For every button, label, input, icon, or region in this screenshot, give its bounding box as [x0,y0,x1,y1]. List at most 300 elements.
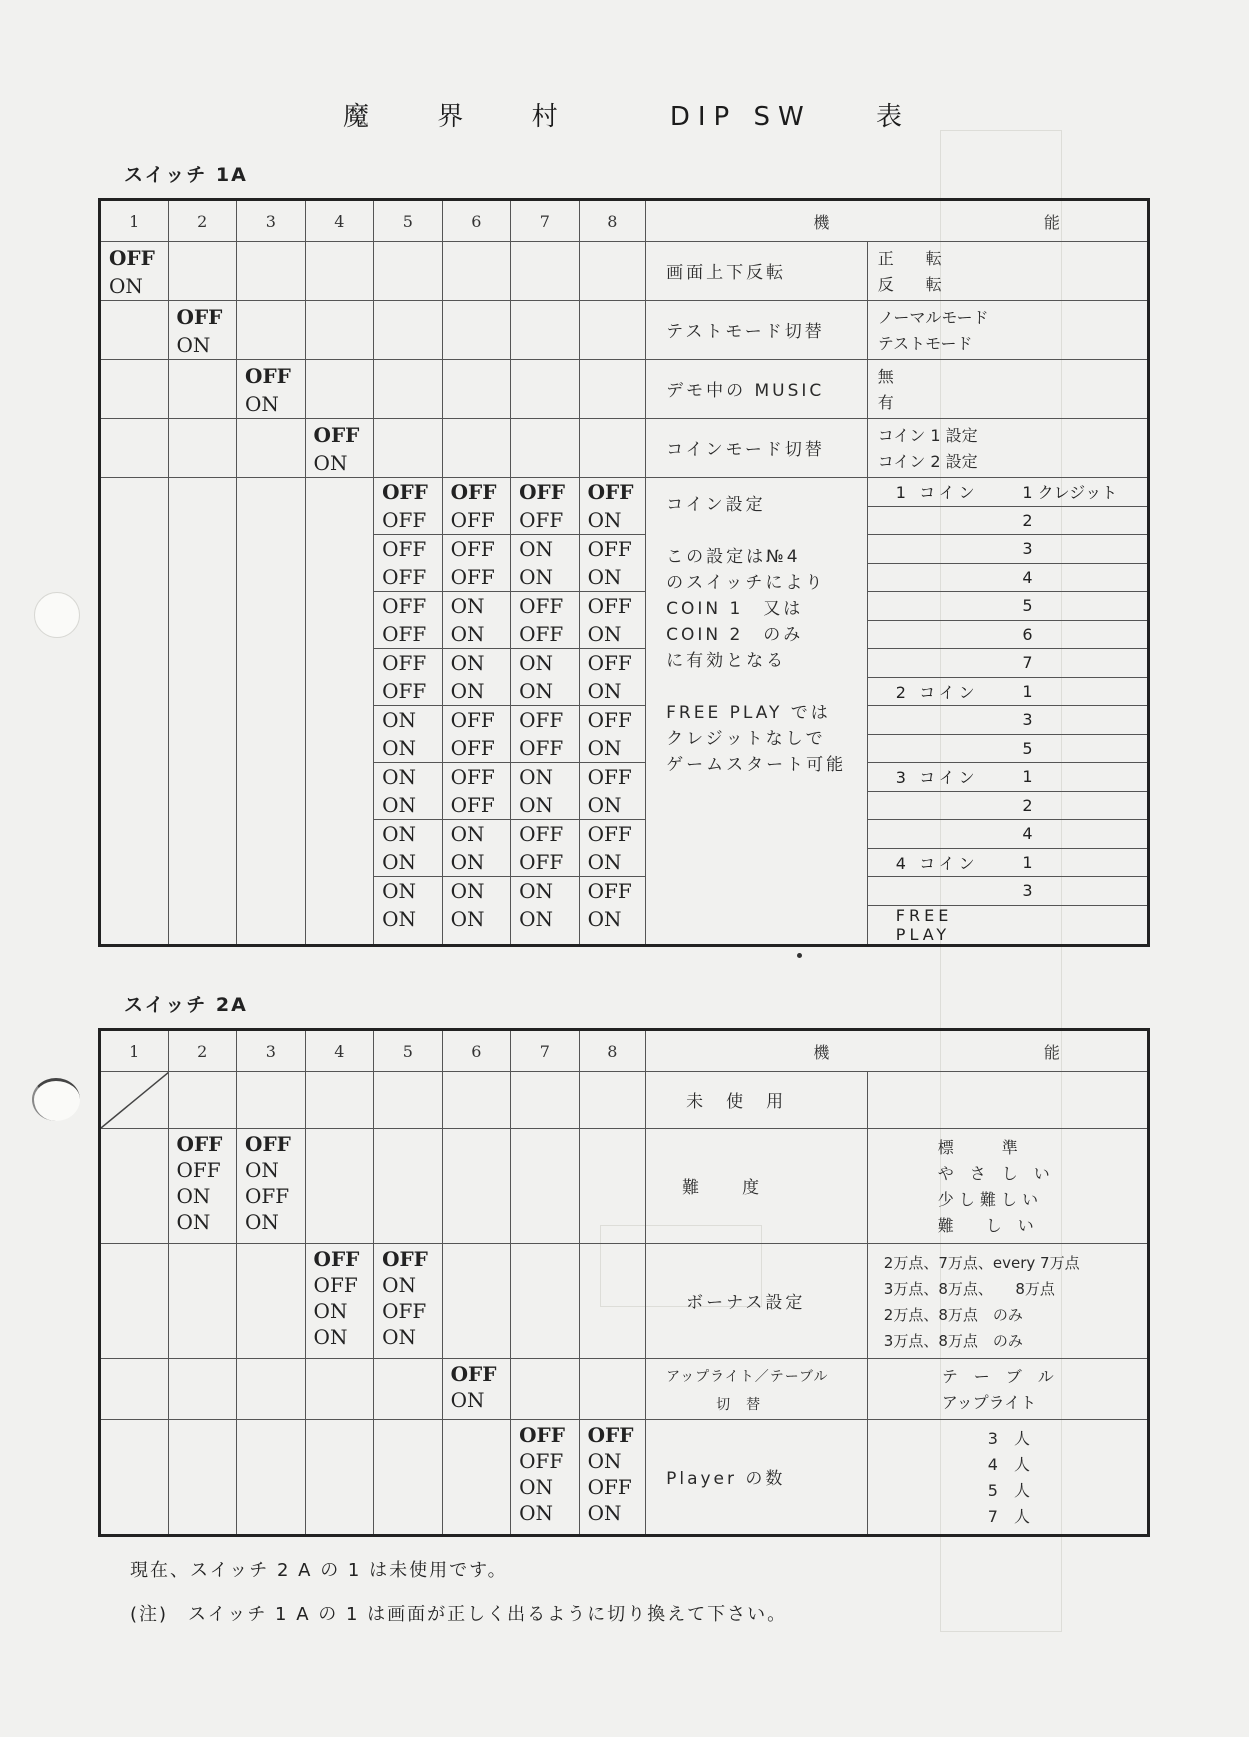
function-label: 画面上下反転 [666,263,787,283]
switch-value: ON [450,822,485,846]
function-label: デモ中の MUSIC [666,381,825,401]
switch-cell [579,905,646,945]
coin-count-cell [867,848,1008,877]
table-row [100,242,1149,301]
empty-cell [100,1359,169,1420]
switch-value: ON [587,508,622,532]
switch-cell [511,563,580,592]
empty-cell [374,242,443,301]
credit-count: 4 [1022,567,1033,587]
switch-cell [511,905,580,945]
switch-cell [374,877,443,906]
setting-value: 2万点、8万点 のみ [883,1306,1023,1324]
setting-value: ノーマルモード [877,308,989,327]
setting-value: 標 準 [937,1138,1018,1157]
setting-value: 3 人 [987,1429,1030,1448]
switch-value: ON [313,1325,348,1349]
function-line: COIN 2 のみ [666,625,804,645]
title-word: DIP SW [669,102,812,132]
switch-value: OFF [382,651,427,675]
empty-cell [442,1072,511,1129]
credit-count: 3 [1022,539,1033,559]
function-line [666,674,867,700]
coin-count-cell [867,763,1008,792]
switch-cell [579,563,646,592]
switch-cell [442,877,511,906]
switch-value: OFF [245,1184,290,1208]
coin-count-cell [867,649,1008,678]
switch-value: ON [313,1299,348,1323]
empty-cell [100,301,169,360]
switch-cell [579,649,646,678]
coin-count-cell [867,620,1008,649]
switch-value: ON [176,1210,211,1234]
empty-cell [579,1129,646,1244]
empty-cell [305,1420,374,1536]
switch-cell [579,848,646,877]
credit-count-cell [1008,535,1148,564]
switch-cell [511,592,580,621]
switch-cell [511,877,580,906]
function-line: FREE PLAY では [666,703,831,723]
empty-cell [442,419,511,478]
switch-value: ON [587,679,622,703]
function-header-left: 機 [813,212,830,232]
col-header: 5 [374,200,443,242]
switch-cell [442,563,511,592]
empty-cell [442,242,511,301]
switch-value: ON [176,1184,211,1208]
switch-cell [579,1420,646,1536]
empty-cell [374,419,443,478]
switch-value: ON [519,879,553,903]
switch-value: OFF [587,480,634,504]
switch-cell [374,763,443,792]
setting-value: 難 し い [937,1216,1034,1235]
credit-count: 5 [1022,738,1033,758]
empty-cell [511,1359,580,1420]
setting-cell [867,1244,1148,1359]
switch-cell [442,677,511,706]
switch-cell [579,734,646,763]
switch-cell [374,649,443,678]
empty-cell [867,1072,1148,1129]
switch-value: OFF [587,537,632,561]
empty-cell [168,1244,237,1359]
switch-cell [442,535,511,564]
page-title [0,96,1249,133]
credit-count: 1 [1022,681,1033,701]
credit-count: 5 [1022,596,1033,616]
col-header: 2 [168,200,237,242]
credit-count: 3 [1022,710,1033,730]
credit-count: 6 [1022,624,1033,644]
switch-value: ON [176,333,211,357]
function-label: テストモード切替 [666,322,825,342]
empty-cell [579,419,646,478]
switch-cell [100,242,169,301]
function-header-right: 能 [1043,212,1060,232]
setting-value: 有 [877,393,894,412]
switch-cell [579,506,646,535]
switch-cell [442,848,511,877]
setting-value: 3万点、8万点 のみ [883,1332,1023,1350]
setting-cell [867,1359,1148,1420]
switch-2a-label: スイッチ 2A [124,994,248,1016]
title-word: 魔 [343,102,374,132]
coin-count-cell [867,535,1008,564]
function-cell [646,360,868,419]
empty-cell [305,478,374,946]
function-cell [646,1129,868,1244]
switch-cell [442,649,511,678]
coin-count-cell [867,563,1008,592]
switch-cell [168,301,237,360]
switch-value: OFF [587,651,632,675]
credit-count: 1 [1022,767,1033,787]
switch-cell [374,535,443,564]
switch-cell [374,677,443,706]
switch-cell [511,706,580,735]
switch-value: ON [245,1210,279,1234]
switch-cell [237,1129,306,1244]
switch-value: OFF [176,305,223,329]
switch-cell [374,848,443,877]
switch-value: ON [519,765,553,789]
empty-cell [168,1072,237,1129]
switch-value: ON [519,651,553,675]
setting-value: 少 し 難 し い [937,1190,1039,1209]
empty-cell [100,1420,169,1536]
coin-count: 3 コイン [895,768,979,788]
switch-value: ON [450,1388,485,1412]
empty-cell [100,1244,169,1359]
switch-cell [374,506,443,535]
switch-value: OFF [519,708,564,732]
empty-cell [579,1359,646,1420]
empty-cell [442,301,511,360]
switch-value: ON [587,1501,622,1525]
empty-cell [442,1129,511,1244]
credit-count-cell [1008,478,1148,507]
empty-cell [511,360,580,419]
function-label: 未 使 用 [686,1092,787,1112]
switch-value: ON [587,1449,622,1473]
coin-count: 4 コイン [895,853,979,873]
empty-cell [579,360,646,419]
function-line: のスイッチにより [666,573,826,593]
table-row [100,301,1149,360]
switch-cell [374,820,443,849]
switch-cell [511,649,580,678]
switch-cell [579,592,646,621]
switch-cell [442,592,511,621]
switch-cell [442,734,511,763]
switch-value: ON [519,1475,553,1499]
switch-value: OFF [587,1423,634,1447]
switch-value: ON [109,274,143,298]
table-row [100,1359,1149,1420]
empty-cell [374,1359,443,1420]
function-cell [646,1359,868,1420]
coin-count: 2 コイン [895,682,979,702]
empty-cell [511,1244,580,1359]
switch-value: ON [382,1273,416,1297]
setting-value: テストモード [877,334,973,353]
switch-value: OFF [587,765,632,789]
empty-cell [374,301,443,360]
credit-count: 4 [1022,824,1033,844]
empty-cell [168,419,237,478]
title-word: 村 [531,102,562,132]
switch-cell [442,706,511,735]
note-unused: 現在、スイッチ 2 A の 1 は未使用です。 [130,1560,508,1581]
credit-count: 1 [1022,852,1033,872]
switch-value: ON [450,907,485,931]
empty-cell [237,1420,306,1536]
switch-value: ON [382,822,416,846]
function-header-left: 機 [813,1042,830,1062]
switch-cell [511,820,580,849]
switch-value: OFF [587,1475,632,1499]
switch-value: OFF [519,622,564,646]
empty-cell [100,1129,169,1244]
credit-count-cell [1008,706,1148,735]
switch-value: OFF [382,1299,427,1323]
switch-value: ON [587,850,622,874]
function-cell [646,242,868,301]
switch-value: ON [587,793,622,817]
empty-cell [511,301,580,360]
switch-value: OFF [450,793,495,817]
switch-value: OFF [382,594,427,618]
col-header: 1 [100,1030,169,1072]
setting-value: 3万点、8万点、 8万点 [883,1280,1055,1298]
switch-value: ON [519,793,553,817]
switch-cell [442,478,511,507]
function-cell [646,478,868,946]
switch-value: ON [587,907,622,931]
switch-value: OFF [519,850,564,874]
setting-value: や さ し い [937,1164,1050,1183]
credit-count: 1 クレジット [1022,483,1118,503]
switch-cell [442,791,511,820]
empty-cell [237,301,306,360]
empty-cell [168,1359,237,1420]
switch-cell [442,620,511,649]
coin-count: 1 コイン [895,483,979,503]
switch-cell [511,506,580,535]
empty-cell [305,1072,374,1129]
col-header: 6 [442,1030,511,1072]
switch-value: OFF [176,1132,223,1156]
function-line: この設定は№4 [666,547,801,567]
switch-value: OFF [450,508,495,532]
coin-count-cell [867,592,1008,621]
switch-value: OFF [382,537,427,561]
switch-value: ON [382,907,416,931]
switch-value: ON [450,622,485,646]
credit-count-cell [1008,563,1148,592]
coin-count-cell [867,734,1008,763]
switch-cell [374,478,443,507]
switch-value: OFF [587,879,632,903]
setting-value: コイン 2 設定 [877,452,978,471]
switch-value: OFF [245,364,291,388]
empty-cell [100,360,169,419]
switch-cell [511,848,580,877]
switch-value: OFF [450,765,495,789]
function-cell [646,419,868,478]
empty-cell [511,1072,580,1129]
switch-value: ON [587,736,622,760]
switch-value: ON [245,392,279,416]
empty-cell [374,1420,443,1536]
function-header-right: 能 [1043,1042,1060,1062]
switch-value: OFF [313,1247,360,1271]
col-header: 6 [442,200,511,242]
switch-value: OFF [587,708,632,732]
table-row [100,1420,1149,1536]
switch-value: OFF [382,508,427,532]
credit-count-cell [1008,620,1148,649]
unused-diagonal-cell [100,1072,169,1129]
setting-cell [867,1129,1148,1244]
switch-cell [579,820,646,849]
switch-cell [442,1359,511,1420]
empty-cell [442,1420,511,1536]
function-label: コインモード切替 [666,440,825,460]
switch-value: OFF [382,622,427,646]
switch-cell [374,620,443,649]
note-caution: (注) スイッチ 1 A の 1 は画面が正しく出るように切り換えて下さい。 [130,1604,788,1625]
switch-value: OFF [519,822,564,846]
switch-cell [511,677,580,706]
switch-2a-table [98,1028,1150,1537]
function-header [646,200,1149,242]
switch-value: OFF [382,480,428,504]
function-line: ゲームスタート可能 [666,755,847,775]
switch-cell [579,478,646,507]
switch-value: ON [519,565,553,589]
empty-cell [237,1072,306,1129]
empty-cell [305,242,374,301]
empty-cell [237,419,306,478]
switch-value: OFF [450,480,497,504]
switch-value: OFF [245,1132,291,1156]
empty-cell [168,478,237,946]
function-header [646,1030,1149,1072]
punch-hole [32,1078,80,1121]
col-header: 8 [579,200,646,242]
switch-cell [511,478,580,507]
switch-cell [442,820,511,849]
switch-value: OFF [519,480,565,504]
col-header: 2 [168,1030,237,1072]
switch-value: OFF [313,1273,358,1297]
switch-value: OFF [450,736,495,760]
switch-cell [579,763,646,792]
switch-value: ON [519,679,553,703]
switch-value: ON [382,879,416,903]
switch-value: ON [519,907,553,931]
empty-cell [511,419,580,478]
switch-cell [374,706,443,735]
coin-count-cell [867,506,1008,535]
switch-cell [374,905,443,945]
switch-value: OFF [519,1449,564,1473]
table-row [100,1129,1149,1244]
col-header: 7 [511,200,580,242]
setting-value: 4 人 [987,1455,1030,1474]
credit-count-cell [1008,848,1148,877]
empty-cell [168,360,237,419]
switch-value: ON [245,1158,279,1182]
switch-value: OFF [587,594,632,618]
switch-cell [374,592,443,621]
title-word: 界 [437,102,468,132]
switch-cell [511,791,580,820]
credit-count-cell [1008,506,1148,535]
switch-cell [511,1420,580,1536]
empty-cell [305,1359,374,1420]
credit-count-cell [1008,905,1148,945]
switch-1a-label: スイッチ 1A [124,164,248,186]
switch-cell [374,1244,443,1359]
switch-cell [442,506,511,535]
empty-cell [237,1359,306,1420]
credit-count-cell [1008,877,1148,906]
empty-cell [374,1072,443,1129]
switch-cell [442,763,511,792]
switch-1a-table [98,198,1150,947]
credit-count-cell [1008,791,1148,820]
switch-value: OFF [382,679,427,703]
switch-value: OFF [519,1423,565,1447]
switch-cell [511,763,580,792]
empty-cell [579,242,646,301]
table-row [100,478,1149,507]
function-cell [646,1072,868,1129]
setting-value: テ ー ブ ル [941,1367,1054,1386]
setting-cell [867,360,1148,419]
switch-cell [168,1129,237,1244]
function-line: 切 替 [716,1397,762,1413]
col-header: 5 [374,1030,443,1072]
coin-count-cell [867,677,1008,706]
coin-count-cell [867,820,1008,849]
function-label: 難 度 [682,1178,763,1198]
function-line: アップライト／テーブル [666,1369,829,1385]
coin-count-cell [867,791,1008,820]
coin-count-cell [867,877,1008,906]
punch-hole [34,592,80,638]
setting-cell [867,419,1148,478]
switch-value: ON [382,765,416,789]
switch-cell [305,419,374,478]
col-header: 1 [100,200,169,242]
empty-cell [237,1244,306,1359]
function-cell [646,1244,868,1359]
function-line: に有効となる [666,651,787,671]
setting-value: 7 人 [987,1507,1030,1526]
switch-value: ON [382,708,416,732]
switch-cell [511,620,580,649]
function-label: ボーナス設定 [686,1293,806,1313]
empty-cell [442,360,511,419]
coin-count-cell [867,905,1008,945]
switch-value: OFF [450,537,495,561]
